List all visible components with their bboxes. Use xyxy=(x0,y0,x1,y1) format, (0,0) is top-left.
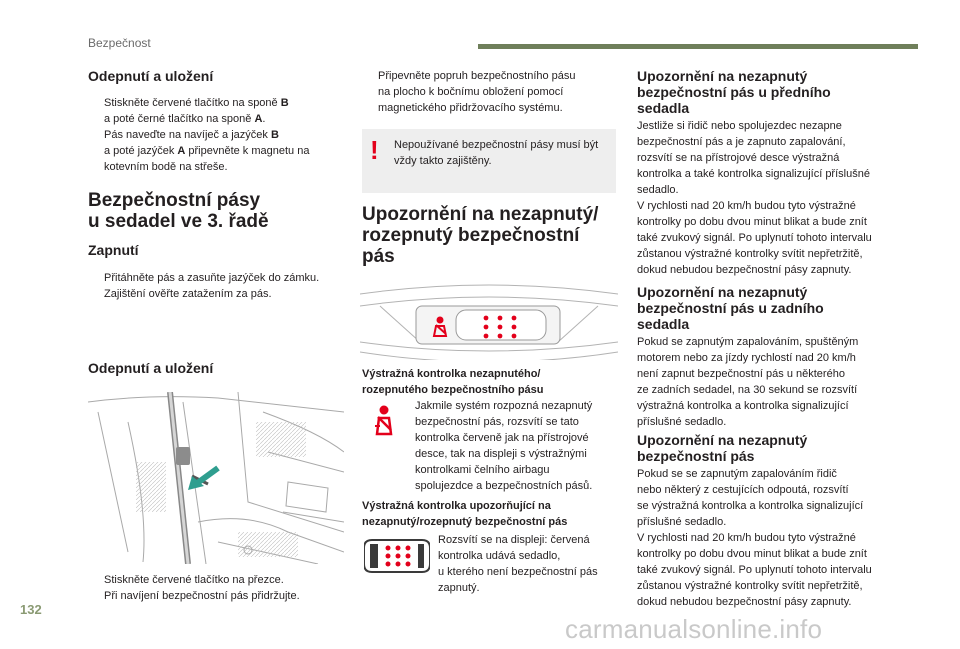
page-number: 132 xyxy=(20,602,42,617)
paragraph-unfastened: Pokud se se zapnutým zapalováním řidič nebo některý z cestujících odpoutá, rozsvítí se výstražná kontrolka a kontrolka signalizující příslušné sedadlo. V rychlosti nad 20 km/h budou tyto výstražné kontrolky po dobu dvou minut blikat a bude znít také zvukový signál. Po uplynutí tohoto intervalu zůstanou výstražné kontrolky svítit nepřetržitě, dokud nebudou bezpečnostní pásy zapnuty. xyxy=(637,468,872,608)
section-title-unfastened-belt: Upozornění na nezapnutý/ rozepnutý bezpečnostní pás xyxy=(362,204,599,267)
list-item: Zajištění ověřte zatažením za pás. xyxy=(104,288,272,300)
bullets-buckle xyxy=(88,572,350,604)
paragraph-rear-seat: Pokud se zapnutým zapalováním, spuštěným motorem nebo za jízdy rychlostí nad 20 km/h není zapnut bezpečnostní pás u některého ze zadních sedadel, na 30 sekund se rozsvítí výstražná kontrolka a kontrolka signalizující příslušné sedadlo. xyxy=(637,336,859,428)
header-accent-bar xyxy=(478,44,918,49)
heading-front-seat: Upozornění na nezapnutý bezpečnostní pás u předního sedadla xyxy=(637,68,831,116)
watermark: carmanualsonline.info xyxy=(565,614,823,644)
caption-warning-lamp: Výstražná kontrolka nezapnutého/ rozepnutého bezpečnostního pásu xyxy=(362,368,544,396)
heading-fastening: Zapnutí xyxy=(88,242,139,258)
heading-release-storage-2: Odepnutí a uložení xyxy=(88,360,214,376)
caption-display-lamp: Výstražná kontrolka upozorňující na nezapnutý/rozepnutý bezpečnostní pás xyxy=(362,500,568,528)
paragraph-warning-lamp: Jakmile systém rozpozná nezapnutý bezpečnostní pás, rozsvítí se tato kontrolka červeně jak na přístrojové desce, tak na displeji s výstražnými kontrolkami čelního airbagu spolujezdce a bezpečnostních pásů. xyxy=(415,400,593,492)
list-item: Stiskněte červené tlačítko na přezce. xyxy=(104,574,284,586)
list-item: kotevním bodě na střeše. xyxy=(104,161,228,173)
section-label: Bezpečnost xyxy=(88,36,151,50)
paragraph-display-lamp: Rozsvítí se na displeji: červená kontrolka udává sedadlo, u kterého není bezpečnostní pás zapnutý. xyxy=(438,534,598,594)
list-item: Při navíjení bezpečnostní pás přidržujte. xyxy=(104,590,300,602)
list-item: a poté černé tlačítko na sponě A. xyxy=(104,113,266,125)
roof-console-illustration xyxy=(360,276,618,360)
seatbelt-illustration xyxy=(88,392,344,564)
bullets-fastening xyxy=(88,270,350,302)
list-item: a poté jazýček A připevněte k magnetu na xyxy=(104,145,310,157)
section-title-third-row: Bezpečnostní pásy u sedadel ve 3. řadě xyxy=(88,190,269,232)
list-item: Stiskněte červené tlačítko na sponě B xyxy=(104,97,289,109)
bullets-release-storage xyxy=(88,95,350,175)
heading-release-storage: Odepnutí a uložení xyxy=(88,68,214,84)
bullet-magnet: Připevněte popruh bezpečnostního pásu na plocho k bočnímu obložení pomocí magnetického přidržovacího systému. xyxy=(378,70,576,114)
seat-display-icon xyxy=(364,538,430,574)
list-item: Přitáhněte pás a zasuňte jazýček do zámku. xyxy=(104,272,320,284)
heading-unfastened: Upozornění na nezapnutý bezpečnostní pás xyxy=(637,432,808,464)
heading-rear-seat: Upozornění na nezapnutý bezpečnostní pás u zadního sedadla xyxy=(637,284,824,332)
warning-note: ! Nepoužívané bezpečnostní pásy musí být vždy takto zajištěny. xyxy=(362,129,616,193)
list-item: Pás naveďte na navíječ a jazýček B xyxy=(104,129,279,141)
paragraph-front-seat: Jestliže si řidič nebo spolujezdec nezapne bezpečnostní pás a je zapnuto zapalování, rozsvítí se na přístrojové desce výstražná kontrolka a také kontrolka signalizující příslušné sedadlo. V rychlosti nad 20 km/h budou tyto výstražné kontrolky po dobu dvou minut blikat a bude znít také zvukový signál. Po uplynutí tohoto intervalu zůstanou výstražné kontrolky svítit nepřetržitě, dokud nebudou bezpečnostní pásy zapnuty. xyxy=(637,120,872,276)
warning-icon: ! xyxy=(370,135,379,165)
seatbelt-warning-icon xyxy=(372,404,396,438)
